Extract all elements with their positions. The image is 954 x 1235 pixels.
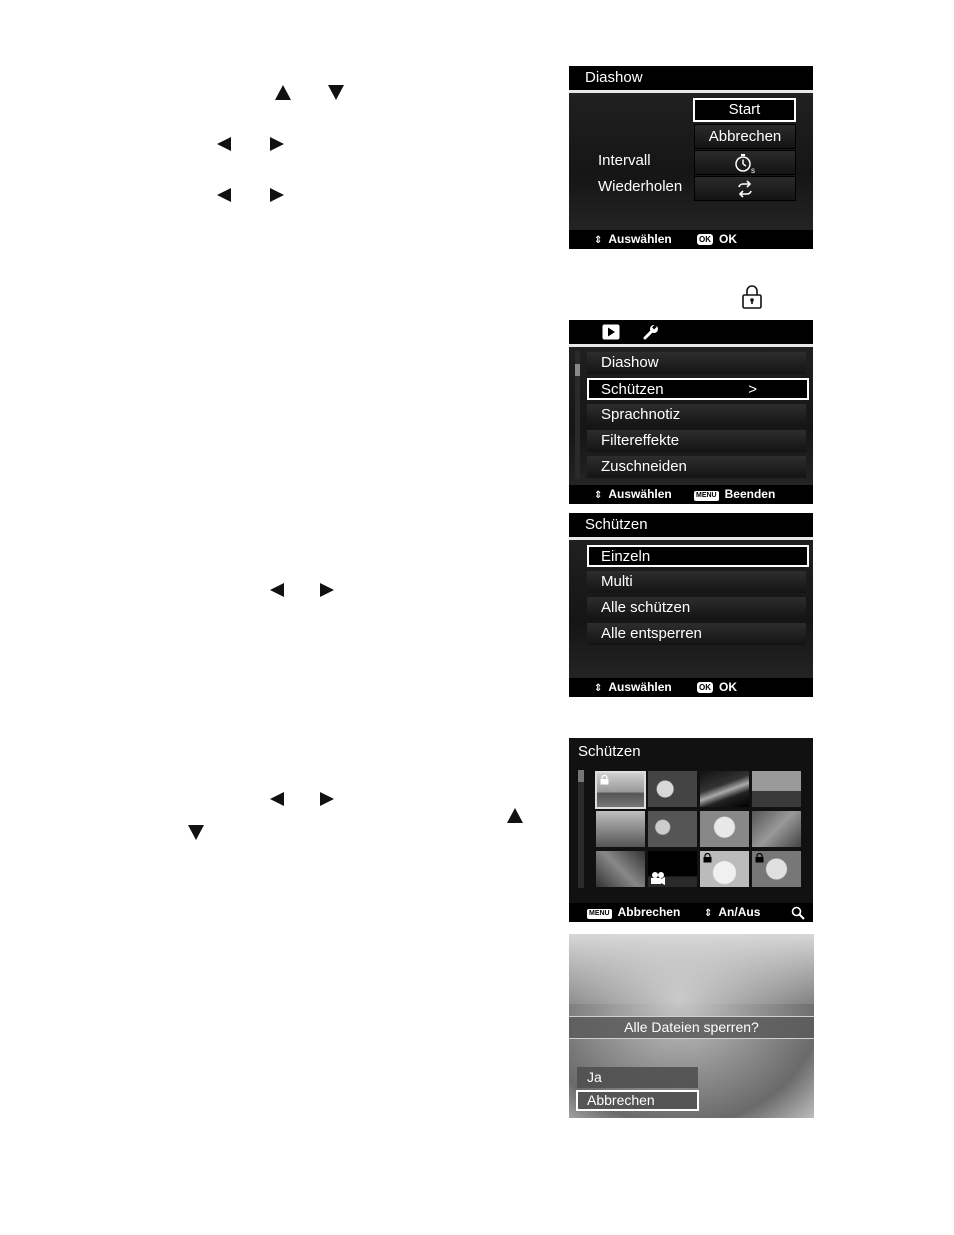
thumbnail[interactable] xyxy=(752,811,801,847)
option-multi[interactable]: Multi xyxy=(587,571,806,593)
lock-icon xyxy=(741,284,763,310)
interval-setting-button[interactable] xyxy=(694,150,796,175)
updown-icon: ⇕ xyxy=(594,683,603,694)
footer-ok-label: OK xyxy=(719,680,737,694)
repeat-label: Wiederholen xyxy=(598,178,683,195)
thumbnail[interactable] xyxy=(595,771,646,809)
lock-icon xyxy=(755,853,764,863)
thumbnail[interactable] xyxy=(752,771,801,807)
protect-menu-screen xyxy=(569,513,813,697)
repeat-icon xyxy=(734,180,756,198)
footer-select-label: Auswählen xyxy=(608,680,672,694)
footer-cancel-label: Abbrechen xyxy=(617,905,681,919)
confirm-screen xyxy=(569,934,814,1118)
thumbnail[interactable] xyxy=(700,851,749,887)
play-icon[interactable] xyxy=(602,324,620,340)
wrench-icon[interactable] xyxy=(643,324,659,340)
option-protect-all[interactable]: Alle schützen xyxy=(587,597,806,619)
lock-icon xyxy=(703,853,712,863)
menu-item-voice-memo[interactable]: Sprachnotiz xyxy=(587,404,806,426)
zoom-icon xyxy=(791,906,805,920)
menu-item-crop[interactable]: Zuschneiden xyxy=(587,456,806,478)
submenu-arrow-icon: > xyxy=(748,381,757,398)
footer-ok-label: OK xyxy=(719,232,737,246)
screen-title: Schützen xyxy=(578,743,641,760)
slideshow-screen xyxy=(569,66,813,249)
menu-tab-bar xyxy=(569,320,813,344)
scrollbar[interactable] xyxy=(575,351,580,479)
repeat-setting-button[interactable] xyxy=(694,176,796,201)
timer-icon xyxy=(733,152,757,174)
thumbnail[interactable] xyxy=(700,811,749,847)
screen-footer xyxy=(569,485,813,504)
thumbnail[interactable] xyxy=(700,771,749,807)
triangle-down-icon xyxy=(328,85,344,100)
navigate-icon: ⇕ xyxy=(594,490,603,501)
cancel-option[interactable]: Abbrechen xyxy=(576,1090,699,1111)
triangle-right-icon xyxy=(320,792,334,806)
footer-exit-label: Beenden xyxy=(724,487,776,501)
option-single[interactable]: Einzeln xyxy=(587,545,809,567)
menu-item-protect[interactable] xyxy=(587,378,809,400)
menu-key-icon: MENU xyxy=(696,492,717,499)
triangle-left-icon xyxy=(270,583,284,597)
lock-icon xyxy=(600,775,609,785)
ok-key-icon: OK xyxy=(699,235,711,244)
screen-title: Diashow xyxy=(569,66,813,90)
menu-item-diashow[interactable]: Diashow xyxy=(587,352,806,374)
menu-item-filter-effects[interactable]: Filtereffekte xyxy=(587,430,806,452)
scrollbar[interactable] xyxy=(578,770,584,888)
triangle-left-icon xyxy=(217,188,231,202)
screen-footer xyxy=(569,903,813,922)
triangle-right-icon xyxy=(270,137,284,151)
thumbnail[interactable] xyxy=(752,851,801,887)
triangle-up-icon xyxy=(275,85,291,100)
start-button[interactable]: Start xyxy=(693,98,796,122)
screen-footer xyxy=(569,230,813,249)
interval-label: Intervall xyxy=(598,152,651,169)
thumbnail[interactable] xyxy=(596,851,645,887)
thumbnail[interactable] xyxy=(596,811,645,847)
triangle-left-icon xyxy=(217,137,231,151)
thumbnail[interactable] xyxy=(648,771,697,807)
triangle-left-icon xyxy=(270,792,284,806)
thumbnail[interactable] xyxy=(648,811,697,847)
menu-key-icon: MENU xyxy=(589,910,610,917)
yes-option[interactable]: Ja xyxy=(577,1067,698,1088)
updown-icon: ⇕ xyxy=(594,235,603,246)
triangle-right-icon xyxy=(270,188,284,202)
option-unlock-all[interactable]: Alle entsperren xyxy=(587,623,806,645)
updown-icon: ⇕ xyxy=(704,908,713,919)
footer-toggle-label: An/Aus xyxy=(718,905,761,919)
cancel-button[interactable]: Abbrechen xyxy=(694,124,796,149)
screen-footer xyxy=(569,678,813,697)
confirm-prompt: Alle Dateien sperren? xyxy=(569,1016,814,1039)
menu-item-label: Schützen xyxy=(601,381,664,398)
playback-menu-screen xyxy=(569,320,813,504)
protect-thumbnail-screen xyxy=(569,738,813,922)
triangle-down-icon xyxy=(188,825,204,840)
thumbnail[interactable] xyxy=(648,851,697,887)
triangle-up-icon xyxy=(507,808,523,823)
screen-title: Schützen xyxy=(569,513,813,537)
triangle-right-icon xyxy=(320,583,334,597)
footer-select-label: Auswählen xyxy=(608,487,672,501)
footer-select-label: Auswählen xyxy=(608,232,672,246)
video-icon xyxy=(650,871,666,885)
ok-key-icon: OK xyxy=(699,683,711,692)
svg-text:s: s xyxy=(751,166,755,174)
